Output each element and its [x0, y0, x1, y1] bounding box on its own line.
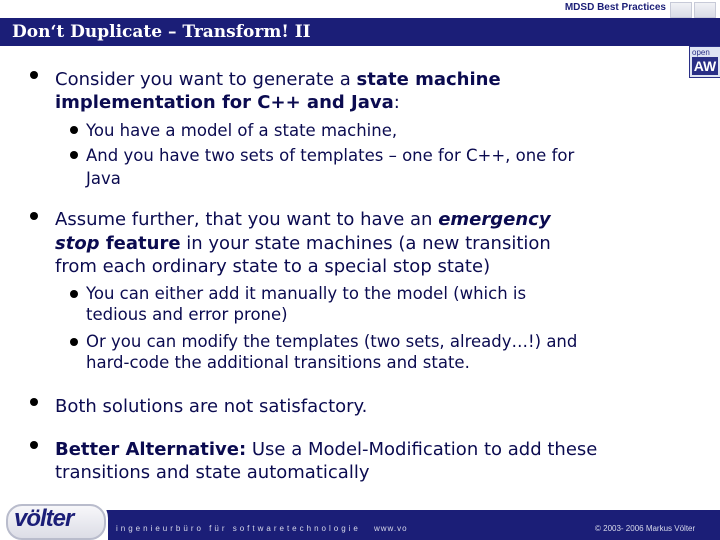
- footer-url: www.vo: [374, 524, 408, 533]
- point-1-line-2: implementation for C++ and Java:: [55, 92, 400, 113]
- openaw-logo-icon: open AW: [689, 46, 720, 78]
- sub-bullet-icon: [70, 338, 78, 346]
- title-bar: [0, 18, 720, 46]
- point-1-line-1: Consider you want to generate a state machine: [55, 69, 501, 90]
- point-2-sub-2: Or you can modify the templates (two sets, already…!) and: [86, 332, 578, 351]
- voelter-logo: [0, 498, 108, 540]
- point-2-line-1: Assume further, that you want to have an emergency: [55, 209, 551, 230]
- bullet-icon: [30, 441, 38, 449]
- point-3-line-1: Both solutions are not satisfactory.: [55, 396, 368, 417]
- sub-bullet-icon: [70, 126, 78, 134]
- brand-label: MDSD Best Practices: [564, 2, 666, 13]
- header-ornament-icon: [694, 2, 716, 18]
- point-2-sub-2-cont: hard-code the additional transitions and state.: [86, 353, 470, 372]
- bullet-icon: [30, 71, 38, 79]
- point-4-line-1: Better Alternative: Use a Model-Modification to add these: [55, 439, 598, 460]
- sub-bullet-icon: [70, 290, 78, 298]
- point-2-sub-1-cont: tedious and error prone): [86, 305, 288, 324]
- bullet-icon: [30, 398, 38, 406]
- footer-tagline: ingenieurbüro für softwaretechnologie: [116, 524, 361, 533]
- voelter-logo-text: völter: [14, 505, 74, 532]
- bullet-icon: [30, 212, 38, 220]
- point-2-line-2: stop feature in your state machines (a new transition: [55, 233, 551, 254]
- point-1-sub-2: And you have two sets of templates – one for C++, one for: [86, 146, 575, 165]
- header-ornament-icon: [670, 2, 692, 18]
- point-2-sub-1: You can either add it manually to the model (which is: [86, 284, 527, 303]
- point-1-sub-2-cont: Java: [86, 169, 121, 188]
- point-4-line-2: transitions and state automatically: [55, 462, 370, 483]
- point-2-line-3: from each ordinary state to a special stop state): [55, 256, 491, 277]
- top-bar: [0, 0, 720, 18]
- slide-title: Don‘t Duplicate – Transform! II: [12, 22, 311, 42]
- footer-copyright: © 2003- 2006 Markus Völter: [595, 524, 696, 533]
- sub-bullet-icon: [70, 151, 78, 159]
- point-1-sub-1: You have a model of a state machine,: [86, 121, 398, 140]
